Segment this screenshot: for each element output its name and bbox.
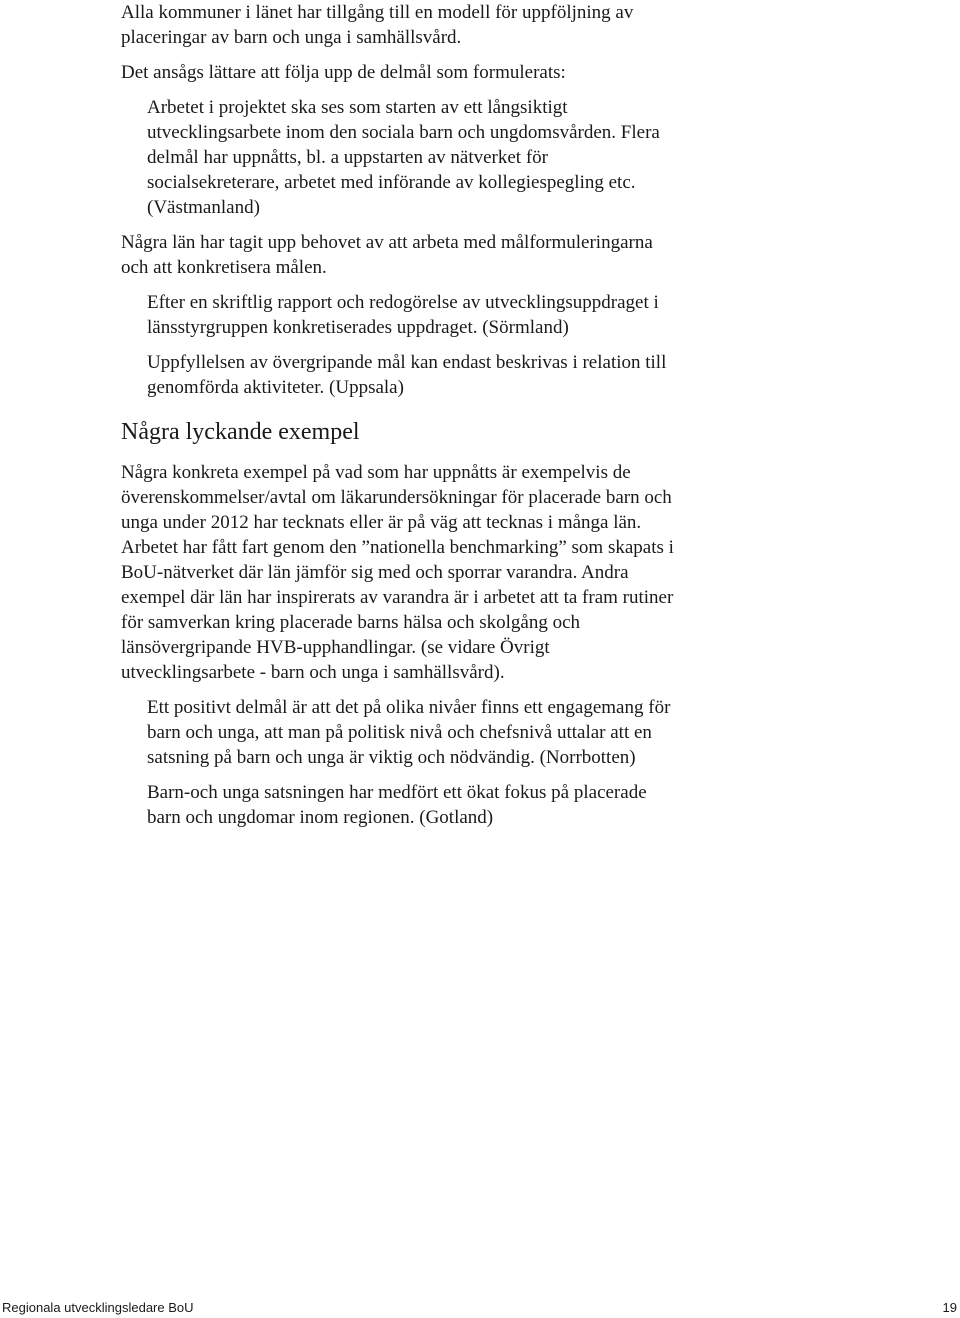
document-body xyxy=(121,0,761,830)
paragraph-goal-formulation: Några län har tagit upp behovet av att arbeta med målformuleringarna och att konkretisera målen. xyxy=(121,232,653,278)
paragraph-examples: Några konkreta exempel på vad som har uppnåtts är exempelvis de överenskommelser/avtal om läkarundersökningar för placerade barn och unga under 2012 har tecknats eller är på väg att tecknas i många län. Arbetet har fått fart genom den ”nationella benchmarking” som skapats i BoU-nätverket där län jämför sig med och sporrar varandra. Andra exempel där län har inspirerats av varandra är i arbetet att ta fram rutiner för samverkan kring placerade barns hälsa och skolgång och länsövergripande HVB-upphandlingar. (se vidare Övrigt utvecklingsarbete - barn och unga i samhällsvård). xyxy=(121,462,674,683)
paragraph-intro: Alla kommuner i länet har tillgång till en modell för uppföljning av placeringar av barn och unga i samhällsvård. xyxy=(121,2,634,48)
paragraph-followup: Det ansågs lättare att följa upp de delmål som formulerats: xyxy=(121,62,566,83)
page-number: 19 xyxy=(942,1300,957,1315)
quote-sormland: Efter en skriftlig rapport och redogörelse av utvecklingsuppdraget i länsstyrgruppen konkretiserades uppdraget. (Sörmland) xyxy=(147,292,659,338)
quote-uppsala: Uppfyllelsen av övergripande mål kan endast beskrivas i relation till genomförda aktiviteter. (Uppsala) xyxy=(147,352,667,398)
section-heading: Några lyckande exempel xyxy=(121,419,360,445)
footer-title: Regionala utvecklingsledare BoU xyxy=(2,1300,194,1315)
quote-vastmanland: Arbetet i projektet ska ses som starten av ett långsiktigt utvecklingsarbete inom den sociala barn och ungdomsvården. Flera delmål har uppnåtts, bl. a uppstarten av nätverket för socialsekreterare, arbetet med införande av kollegiespegling etc. (Västmanland) xyxy=(147,97,660,218)
quote-norrbotten: Ett positivt delmål är att det på olika nivåer finns ett engagemang för barn och unga, att man på politisk nivå och chefsnivå uttalar att en satsning på barn och unga är viktig och nödvändig. (Norrbotten) xyxy=(147,697,671,768)
page-footer xyxy=(0,1298,960,1318)
quote-gotland: Barn-och unga satsningen har medfört ett ökat fokus på placerade barn och ungdomar inom regionen. (Gotland) xyxy=(147,782,647,828)
